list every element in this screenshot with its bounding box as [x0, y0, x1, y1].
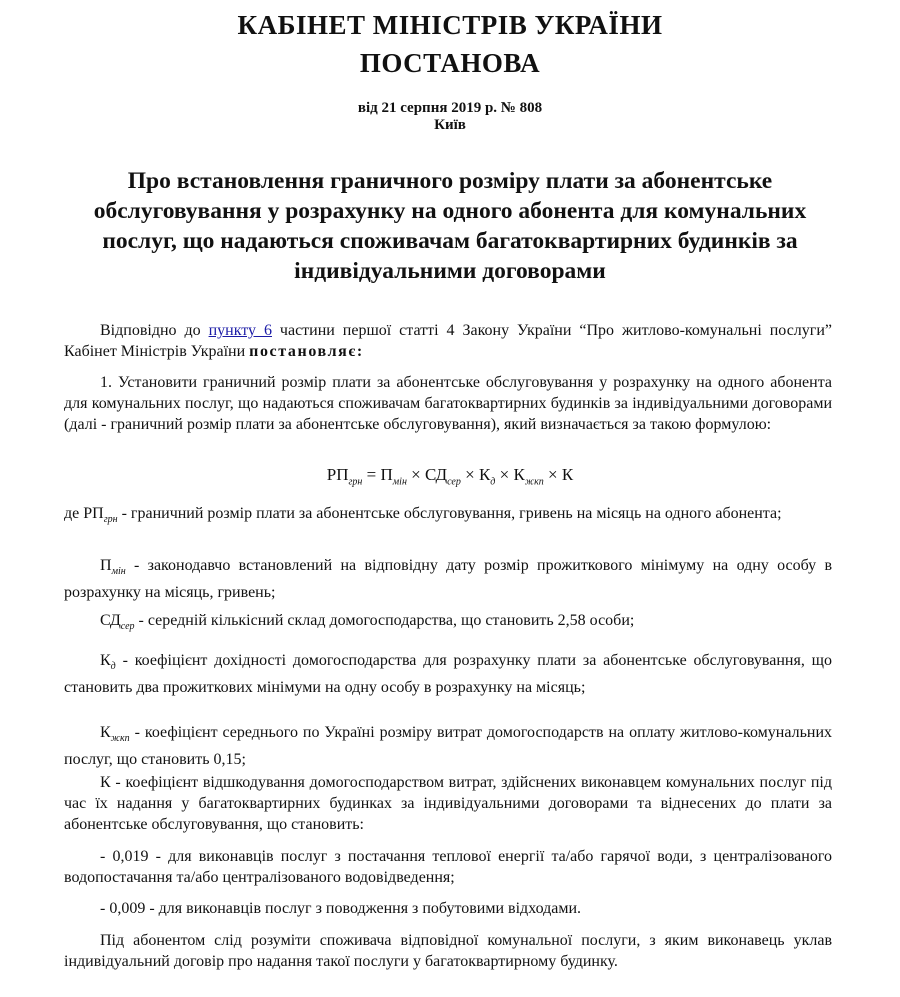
- definition-symbol-sub: мін: [111, 566, 126, 578]
- authority-heading: КАБІНЕТ МІНІСТРІВ УКРАЇНИ: [237, 10, 663, 40]
- formula-term-2-sub: сер: [447, 476, 461, 488]
- formula-term-5: К: [561, 465, 574, 484]
- definition-text: - коефіцієнт середнього по Україні розміру витрат домогосподарств на оплату житлово-комунальних послуг, що становить 0,15;: [64, 724, 832, 769]
- rate-heat-water: - 0,019 - для виконавців послуг з постачання теплової енергії та/або гарячої води, з централізованого водопостачання та/або централізованого водовідведення;: [64, 848, 832, 886]
- formula-lhs-sub: грн: [348, 476, 363, 488]
- definition-symbol: К: [100, 774, 111, 791]
- decree-word: постановляє:: [249, 343, 364, 360]
- formula-equals: =: [362, 465, 381, 484]
- formula-term-3-sub: д: [490, 476, 496, 488]
- formula-term-2: СД: [425, 465, 448, 484]
- definition-text: - середній кількісний склад домогосподарства, що становить 2,58 особи;: [134, 612, 635, 629]
- definition-p-min: [64, 555, 832, 603]
- rate-waste: - 0,009 - для виконавців послуг з поводження з побутовими відходами.: [100, 900, 582, 917]
- formula-lhs: РП: [326, 465, 349, 484]
- document-title: Про встановлення граничного розміру плати за абонентське обслуговування у розрахунку на одного абонента для комунальних послуг, що надаються споживачам багатоквартирних будинків за індивідуальними договорами: [93, 168, 807, 284]
- definition-symbol-sub: жкп: [110, 733, 130, 745]
- formula-term-1: П: [380, 465, 393, 484]
- clause-1-paragraph: 1. Установити граничний розмір плати за абонентське обслуговування у розрахунку на одного абонента для комунальних послуг, що надаються споживачам багатоквартирних будинків за індивідуальними договорами (далі - граничний розмір плати за абонентське обслуговування), який визначається за такою формулою:: [64, 374, 832, 433]
- definition-symbol: К: [100, 652, 111, 669]
- definition-rp: [64, 503, 832, 530]
- definition-sd-ser: [64, 610, 832, 637]
- definition-symbol: К: [100, 724, 111, 741]
- formula-times-2: ×: [460, 465, 479, 484]
- definition-symbol-sub: д: [110, 661, 116, 673]
- formula-term-4-sub: жкп: [524, 476, 544, 488]
- definition-text: - коефіцієнт дохідності домогосподарства для розрахунку плати за абонентське обслуговування, що становить два прожиткових мінімуми на одну особу в розрахунку на місяць;: [64, 652, 832, 697]
- formula-times-4: ×: [543, 465, 562, 484]
- formula-term-3: К: [478, 465, 491, 484]
- definition-symbol: П: [100, 557, 112, 574]
- document-type-heading: ПОСТАНОВА: [359, 48, 541, 78]
- definition-symbol: СД: [100, 612, 121, 629]
- formula-times-3: ×: [495, 465, 514, 484]
- definition-text: - граничний розмір плати за абонентське обслуговування, гривень на місяць на одного абонента;: [117, 505, 782, 522]
- date-number: від 21 серпня 2019 р. № 808: [357, 100, 543, 116]
- definition-symbol: де РП: [64, 505, 104, 522]
- intro-paragraph: [64, 320, 832, 362]
- law-clause-link[interactable]: пункту 6: [208, 322, 272, 339]
- intro-before: Відповідно до: [100, 322, 209, 339]
- formula-term-1-sub: мін: [392, 476, 407, 488]
- definition-k: [64, 772, 832, 835]
- city: Київ: [434, 117, 466, 133]
- formula-times-1: ×: [406, 465, 425, 484]
- definition-text: - законодавчо встановлений на відповідну дату розмір прожиткового мінімуму на одну особу в розрахунку на місяць, гривень;: [64, 557, 832, 602]
- definition-k-zhkp: [64, 722, 832, 770]
- definition-symbol-sub: грн: [103, 514, 118, 526]
- intro-after: частини першої статті 4 Закону України “Про житлово-комунальні послуги” Кабінет Міністрів України: [64, 322, 833, 360]
- definition-k-d: [64, 650, 832, 698]
- date-number-block: [0, 100, 900, 134]
- formula-term-4: К: [513, 465, 525, 484]
- definition-text: - коефіцієнт відшкодування домогосподарством витрат, здійснених виконавцем комунальних послуг під час їх надання у багатоквартирних будинках за індивідуальними договорами та віднесених до плати за абонентське обслуговування, що становить:: [64, 774, 832, 833]
- formula: [0, 465, 900, 487]
- definition-symbol-sub: сер: [120, 621, 135, 633]
- closing-paragraph: Під абонентом слід розуміти споживача відповідної комунальної послуги, з яким виконавець уклав індивідуальний договір про надання такої послуги у багатоквартирному будинку.: [64, 932, 832, 970]
